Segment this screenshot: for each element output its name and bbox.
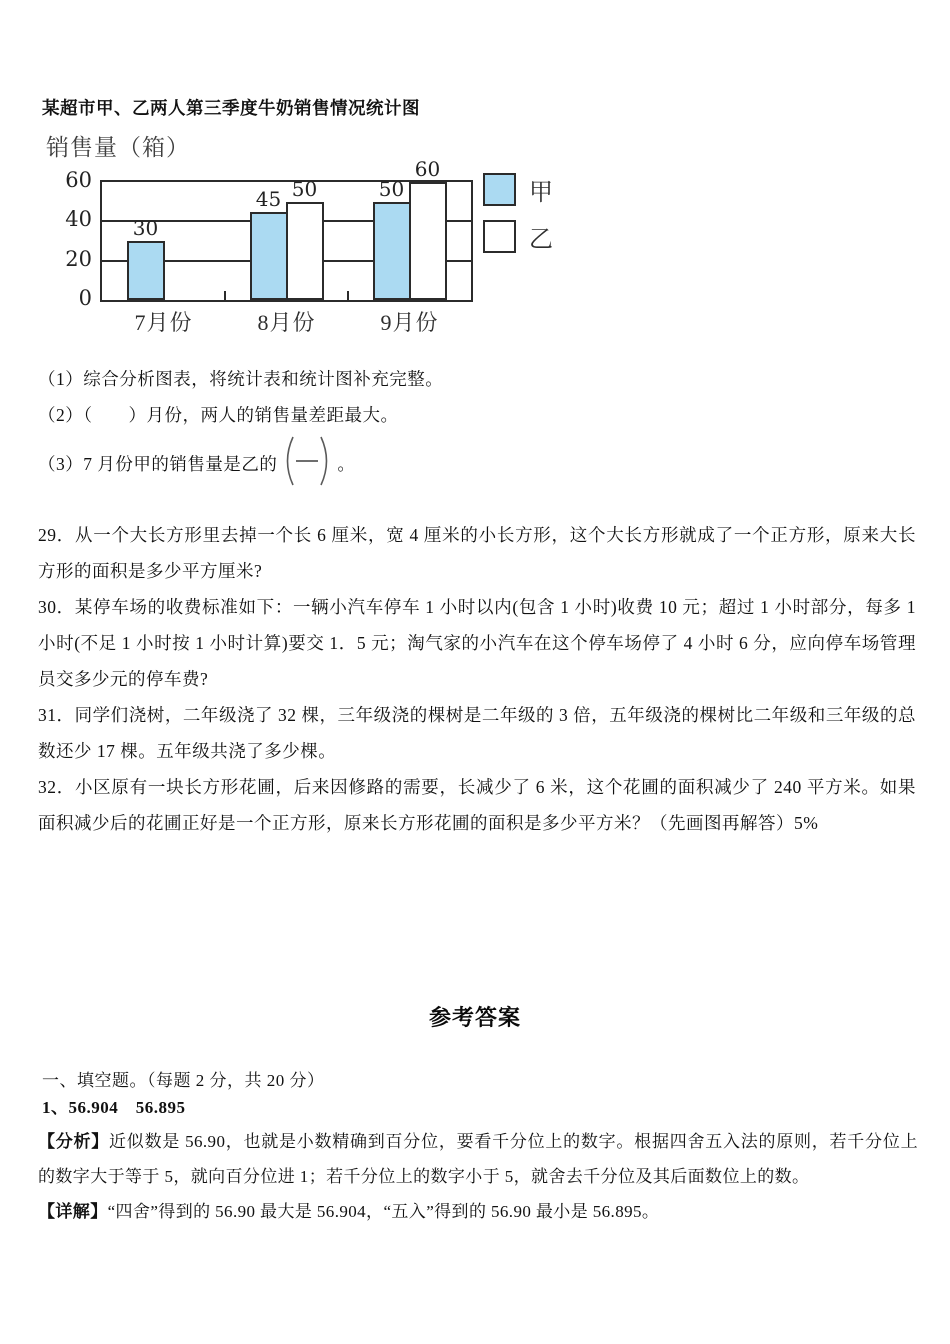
- chart-legend: [483, 172, 553, 266]
- legend-swatch-乙: [483, 220, 516, 253]
- question-30: 30．某停车场的收费标准如下：一辆小汽车停车 1 小时以内(包含 1 小时)收费 10 元；超过 1 小时部分，每多 1 小时(不足 1 小时按 1 小时计算)要交 1．5 元；淘气家的小汽车在这个停车场停了 4 小时 6 分，应向停车场管理员交多少元的停车费?: [38, 597, 916, 689]
- detail-paragraph: [38, 1194, 918, 1229]
- x-label-7月份: 7月份: [134, 310, 193, 335]
- x-axis-tick: [224, 291, 226, 300]
- detail-label: 【详解】: [38, 1202, 108, 1221]
- legend-label-甲: 甲: [529, 180, 553, 206]
- sub-question-3-period: 。: [337, 454, 356, 474]
- legend-entry-甲: [483, 172, 553, 207]
- answer-item-1: 1、56.904 56.895: [42, 1098, 186, 1117]
- x-axis-labels: [0, 306, 950, 338]
- word-problems: [38, 517, 916, 841]
- detail-text: “四舍”得到的 56.90 最大是 56.904，“五入”得到的 56.90 最小是 56.895。: [107, 1202, 660, 1221]
- answer-section-title: 一、填空题。（每题 2 分，共 20 分）: [42, 1071, 325, 1090]
- analysis-text: 近似数是 56.90，也就是小数精确到百分位，要看千分位上的数字。根据四舍五入法的原则，若千分位上的数字大于等于 5，就向百分位进 1；若千分位上的数字小于 5，就舍去千分位及其后面数位上的数。: [38, 1132, 918, 1186]
- y-axis-title: 销售量（箱）: [46, 135, 190, 160]
- x-label-9月份: 9月份: [380, 310, 439, 335]
- bar-甲-8月份: [250, 212, 288, 301]
- bar-value-label: 50: [291, 176, 318, 201]
- bar-甲-9月份: [373, 202, 411, 300]
- bar-甲-7月份: [127, 241, 165, 300]
- bar-乙-8月份: [286, 202, 324, 300]
- bar-乙-9月份: [409, 182, 447, 300]
- sub-question-3: [38, 436, 916, 492]
- question-31: 31．同学们浇树，二年级浇了 32 棵，三年级浇的棵树是二年级的 3 倍，五年级浇的棵树比二年级和三年级的总数还少 17 棵。五年级共浇了多少棵。: [38, 705, 916, 761]
- y-tick-20: 20: [65, 246, 92, 271]
- sub-question-1: （1）综合分析图表，将统计表和统计图补充完整。: [38, 369, 444, 389]
- question-29: 29．从一个大长方形里去掉一个长 6 厘米，宽 4 厘米的小长方形，这个大长方形就成了一个正方形，原来大长方形的面积是多少平方厘米?: [38, 525, 916, 581]
- chart-caption: 某超市甲、乙两人第三季度牛奶销售情况统计图: [42, 98, 420, 118]
- bar-value-label: 45: [255, 186, 282, 211]
- bar-value-label: 30: [132, 216, 159, 240]
- sub-question-3-text: （3）7 月份甲的销售量是乙的: [38, 454, 278, 474]
- fraction-blank-icon: [279, 434, 335, 488]
- legend-entry-乙: [483, 219, 553, 254]
- y-tick-60: 60: [65, 168, 92, 192]
- bar-value-label: 60: [414, 157, 441, 181]
- answers-heading: 参考答案: [428, 1005, 521, 1030]
- sub-question-2: （2）（ ）月份，两人的销售量差距最大。: [38, 405, 399, 425]
- legend-swatch-甲: [483, 173, 516, 206]
- analysis-label: 【分析】: [38, 1132, 110, 1151]
- y-tick-0: 0: [78, 286, 92, 310]
- analysis-paragraph: [38, 1124, 918, 1194]
- legend-label-乙: 乙: [529, 227, 553, 253]
- y-axis-ticks: [38, 0, 92, 320]
- x-label-8月份: 8月份: [257, 310, 316, 335]
- fraction-blank: [279, 434, 335, 495]
- y-tick-40: 40: [65, 207, 92, 232]
- bar-value-label: 50: [378, 176, 405, 201]
- x-axis-tick: [347, 291, 349, 300]
- question-32: 32．小区原有一块长方形花圃，后来因修路的需要，长减少了 6 米，这个花圃的面积减少了 240 平方米。如果面积减少后的花圃正好是一个正方形，原来长方形花圃的面积是多少平方米？（先画图再解答）5%: [38, 777, 916, 833]
- plot-area: [100, 157, 473, 302]
